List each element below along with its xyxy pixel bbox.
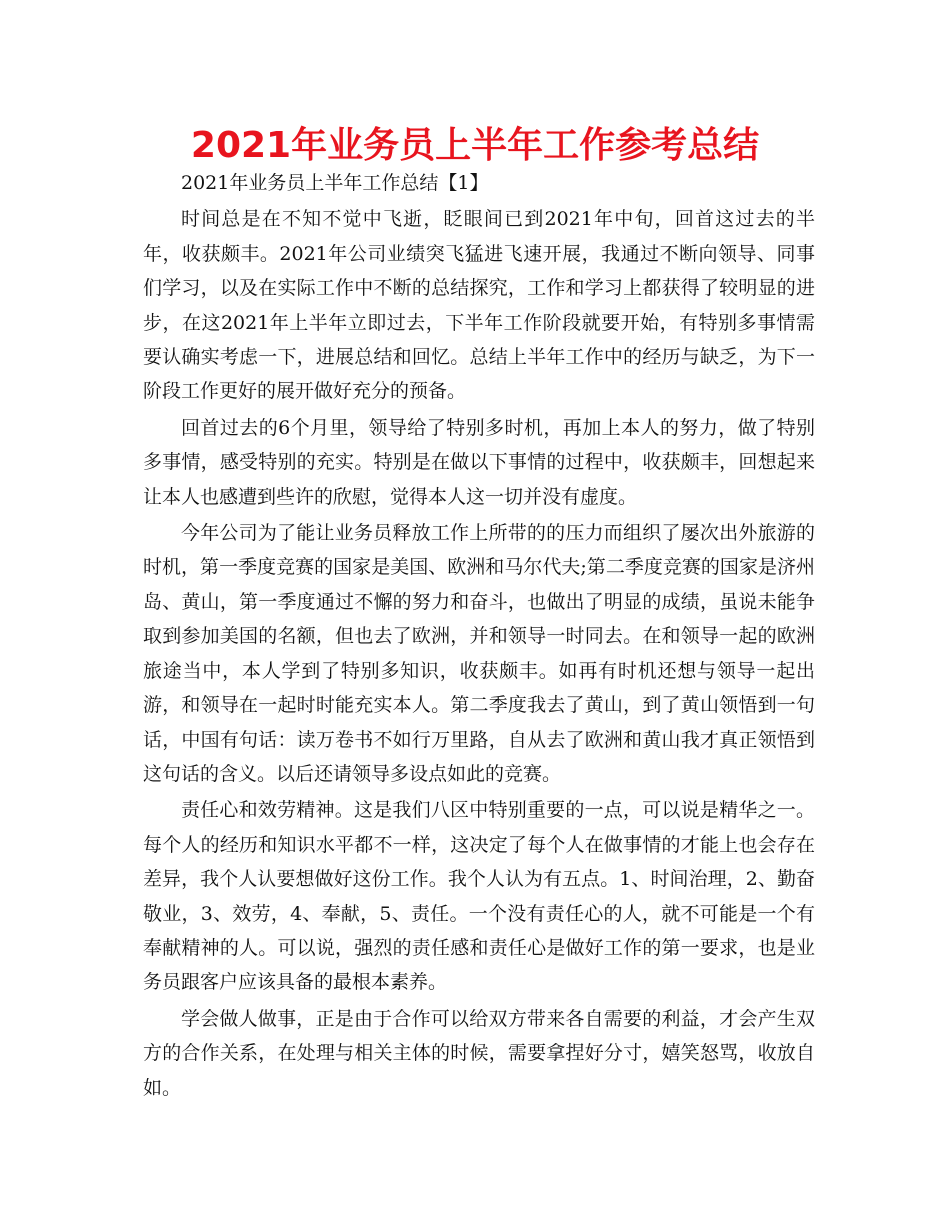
paragraph: 回首过去的6个月里，领导给了特别多时机，再加上本人的努力，做了特别多事情，感受特别的充实。特别是在做以下事情的过程中，收获颇丰，回想起来让本人也感遭到些许的欣慰，觉得本人这一切并没有虚度。 [143, 416, 815, 508]
paragraph: 责任心和效劳精神。这是我们八区中特别重要的一点，可以说是精华之一。每个人的经历和知识水平都不一样，这决定了每个人在做事情的才能上也会存在差异，我个人认要想做好这份工作。我个人认为有五点。1、时间治理，2、勤奋敬业，3、效劳，4、奉献，5、责任。一个没有责任心的人，就不可能是一个有奉献精神的人。可以说，强烈的责任感和责任心是做好工作的第一要求，也是业务员跟客户应该具备的最根本素养。 [143, 799, 815, 994]
paragraph: 学会做人做事，正是由于合作可以给双方带来各自需要的利益，才会产生双方的合作关系，在处理与相关主体的时候，需要拿捏好分寸，嬉笑怒骂，收放自如。 [143, 1007, 815, 1099]
paragraph-subtitle: 2021年业务员上半年工作总结【1】 [181, 172, 489, 194]
document-title: 2021年业务员上半年工作参考总结 [190, 125, 760, 166]
paragraph: 时间总是在不知不觉中飞逝，眨眼间已到2021年中旬，回首这过去的半年，收获颇丰。2021年公司业绩突飞猛进飞速开展，我通过不断向领导、同事们学习，以及在实际工作中不断的总结探究，工作和学习上都获得了较明显的进步，在这2021年上半年立即过去，下半年工作阶段就要开始，有特别多事情需要认确实考虑一下，进展总结和回忆。总结上半年工作中的经历与缺乏，为下一阶段工作更好的展开做好充分的预备。 [143, 208, 815, 403]
paragraph: 今年公司为了能让业务员释放工作上所带的的压力而组织了屡次出外旅游的时机，第一季度竞赛的国家是美国、欧洲和马尔代夫;第二季度竞赛的国家是济州岛、黄山，第一季度通过不懈的努力和奋斗，也做出了明显的成绩，虽说未能争取到参加美国的名额，但也去了欧洲，并和领导一时同去。在和领导一起的欧洲旅途当中，本人学到了特别多知识，收获颇丰。如再有时机还想与领导一起出游，和领导在一起时时能充实本人。第二季度我去了黄山，到了黄山领悟到一句话，中国有句话：读万卷书不如行万里路，自从去了欧洲和黄山我才真正领悟到这句话的含义。以后还请领导多设点如此的竞赛。 [143, 522, 815, 785]
document-body [143, 166, 815, 1107]
